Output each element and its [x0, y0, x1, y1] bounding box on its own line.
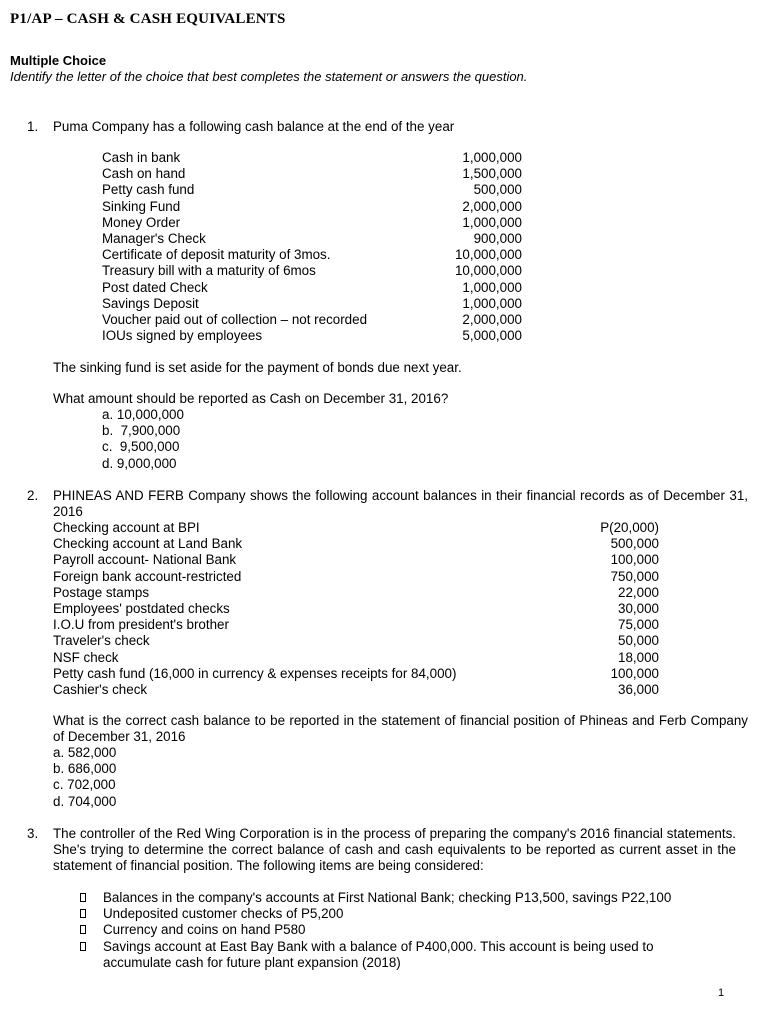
table-row — [53, 601, 659, 617]
table-row — [102, 312, 522, 328]
table-row — [53, 569, 659, 585]
row-amount: 5,000,000 — [462, 328, 522, 344]
row-label: NSF check — [53, 649, 119, 665]
list-item-text: Currency and coins on hand P580 — [103, 922, 306, 938]
answer-choice: d. 704,000 — [53, 793, 117, 809]
row-amount: 1,000,000 — [462, 279, 522, 295]
row-label: Cashier's check — [53, 681, 148, 697]
q2-number: 2. — [27, 488, 39, 503]
q2-balance-table — [53, 520, 659, 698]
list-item — [80, 939, 750, 955]
table-row — [53, 520, 659, 536]
list-item — [80, 906, 750, 922]
row-amount: 18,000 — [618, 649, 659, 665]
q1-intro: Puma Company has a following cash balance at the end of the year — [53, 119, 455, 134]
q1-note: The sinking fund is set aside for the payment of bonds due next year. — [53, 360, 462, 375]
row-amount: 10,000,000 — [454, 263, 522, 279]
row-label: Employees' postdated checks — [53, 600, 230, 616]
answer-choice: b. 7,900,000 — [102, 423, 181, 439]
table-row — [102, 199, 522, 215]
table-row — [53, 585, 659, 601]
row-amount: P(20,000) — [600, 520, 659, 535]
bullet-box-icon — [80, 925, 86, 934]
answer-choice: d. 9,000,000 — [102, 455, 177, 471]
row-amount: 22,000 — [618, 584, 659, 600]
table-row — [102, 166, 522, 182]
row-label: Cash on hand — [102, 166, 186, 182]
table-row — [102, 263, 522, 279]
list-item-continuation: accumulate cash for future plant expansion (2018) — [103, 954, 401, 970]
table-row — [53, 650, 659, 666]
row-label: I.O.U from president's brother — [53, 617, 229, 633]
row-amount: 1,000,000 — [462, 150, 522, 165]
section-instructions: Identify the letter of the choice that best completes the statement or answers the question. — [10, 69, 528, 84]
row-amount: 1,000,000 — [462, 214, 522, 230]
table-row — [102, 182, 522, 198]
q1-question: What amount should be reported as Cash on December 31, 2016? — [53, 391, 449, 406]
row-label: Voucher paid out of collection – not recorded — [102, 311, 368, 327]
row-label: Traveler's check — [53, 633, 150, 649]
row-amount: 36,000 — [618, 681, 659, 697]
row-label: Checking account at BPI — [53, 520, 200, 535]
q2-choices — [53, 745, 116, 810]
q1-balance-table — [102, 150, 522, 344]
row-label: Foreign bank account-restricted — [53, 568, 242, 584]
row-amount: 2,000,000 — [462, 311, 522, 327]
bullet-box-icon — [80, 893, 86, 902]
list-item-text: Balances in the company's accounts at First National Bank; checking P13,500, savings P22,100 — [103, 890, 672, 905]
answer-choice: b. 686,000 — [53, 761, 117, 777]
section-heading: Multiple Choice — [10, 53, 107, 68]
table-row — [53, 633, 659, 649]
q1-number: 1. — [27, 119, 39, 134]
table-row — [102, 296, 522, 312]
row-label: Manager's Check — [102, 230, 206, 246]
list-item-text: Undeposited customer checks of P5,200 — [103, 906, 344, 922]
q1-choices — [102, 407, 184, 472]
table-row — [102, 280, 522, 296]
row-label: IOUs signed by employees — [102, 328, 263, 344]
row-amount: 10,000,000 — [454, 247, 522, 263]
row-label: Petty cash fund — [102, 182, 195, 198]
table-row — [102, 150, 522, 166]
q3-intro: The controller of the Red Wing Corporation is in the process of preparing the company's 2016 financial statements. She's trying to determine the correct balance of cash and cash equivalents to be reported as current asset in the statement of financial position. The following items are being considered: — [53, 826, 736, 874]
answer-choice: c. 9,500,000 — [102, 439, 180, 455]
answer-choice: a. 10,000,000 — [102, 407, 184, 422]
bullet-box-icon — [80, 909, 86, 918]
row-amount: 750,000 — [610, 568, 659, 584]
row-amount: 500,000 — [473, 182, 522, 198]
q3-bullet-list — [80, 890, 750, 971]
row-amount: 2,000,000 — [462, 198, 522, 214]
table-row — [53, 666, 659, 682]
list-item — [80, 890, 750, 906]
row-amount: 30,000 — [618, 600, 659, 616]
row-label: Treasury bill with a maturity of 6mos — [102, 263, 316, 279]
row-label: Certificate of deposit maturity of 3mos. — [102, 247, 331, 263]
row-label: Cash in bank — [102, 150, 181, 165]
row-amount: 50,000 — [618, 633, 659, 649]
q2-question: What is the correct cash balance to be reported in the statement of financial position of Phineas and Ferb Company of December 31, 2016 — [53, 713, 748, 745]
row-label: Post dated Check — [102, 279, 208, 295]
row-amount: 1,500,000 — [462, 166, 522, 182]
row-label: Sinking Fund — [102, 198, 181, 214]
row-label: Money Order — [102, 214, 181, 230]
row-amount: 900,000 — [473, 230, 522, 246]
table-row — [102, 215, 522, 231]
table-row — [102, 247, 522, 263]
table-row — [102, 231, 522, 247]
row-label: Postage stamps — [53, 584, 150, 600]
row-label: Savings Deposit — [102, 295, 199, 311]
row-label: Petty cash fund (16,000 in currency & expenses receipts for 84,000) — [53, 665, 457, 681]
row-label: Payroll account- National Bank — [53, 552, 237, 568]
list-item — [80, 922, 750, 938]
bullet-box-icon — [80, 942, 86, 951]
row-label: Checking account at Land Bank — [53, 536, 243, 552]
q2-intro: PHINEAS AND FERB Company shows the following account balances in their financial records as of December 31, 2016 — [53, 488, 748, 520]
table-row — [102, 328, 522, 344]
table-row — [53, 536, 659, 552]
row-amount: 100,000 — [610, 552, 659, 568]
q3-number: 3. — [27, 826, 39, 841]
answer-choice: c. 702,000 — [53, 777, 116, 793]
table-row — [53, 617, 659, 633]
document-title: P1/AP – CASH & CASH EQUIVALENTS — [10, 11, 286, 27]
answer-choice: a. 582,000 — [53, 745, 117, 760]
list-item-text: Savings account at East Bay Bank with a balance of P400,000. This account is being used to — [103, 938, 654, 954]
page-number: 1 — [718, 987, 725, 999]
row-amount: 100,000 — [610, 665, 659, 681]
row-amount: 500,000 — [610, 536, 659, 552]
row-amount: 1,000,000 — [462, 295, 522, 311]
row-amount: 75,000 — [618, 617, 659, 633]
table-row — [53, 682, 659, 698]
table-row — [53, 552, 659, 568]
